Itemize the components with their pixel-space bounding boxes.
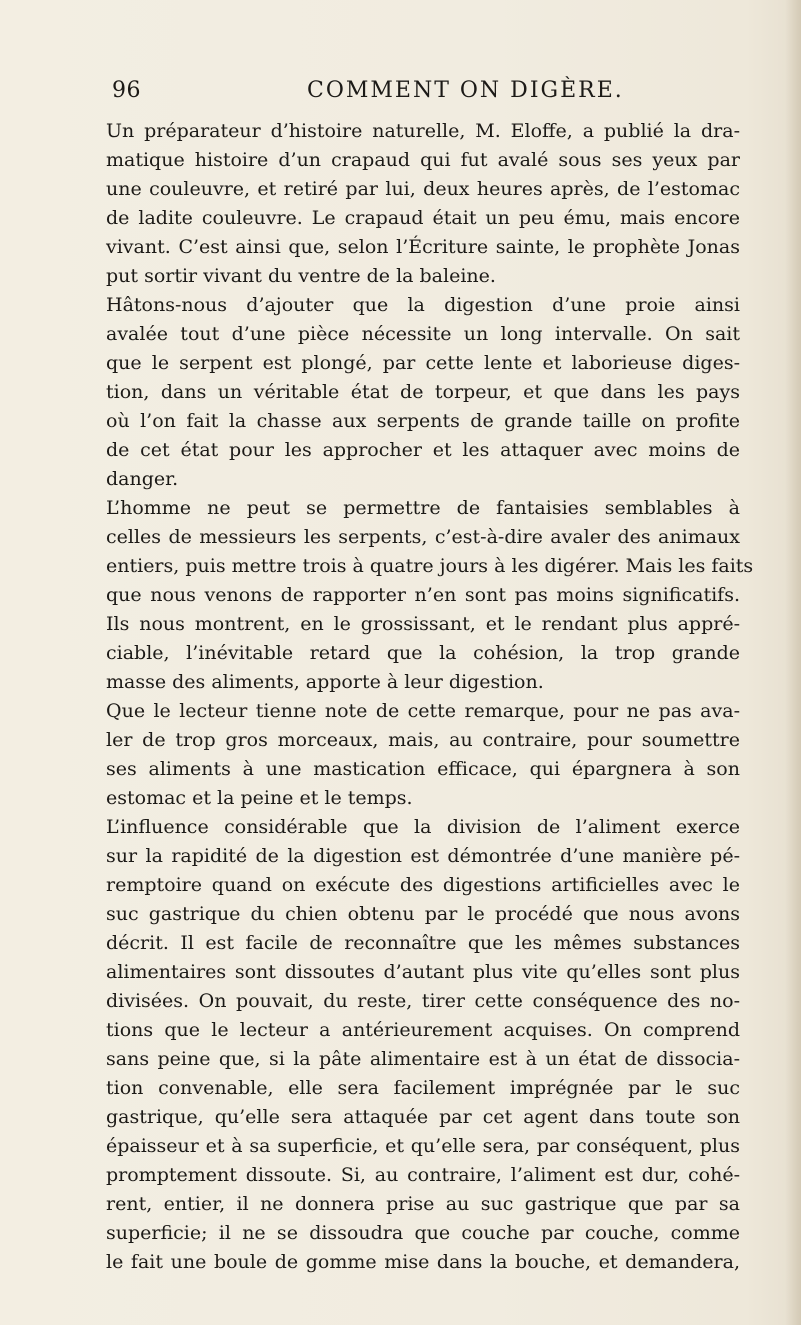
text-line: matique histoire d’un crapaud qui fut avalé sous ses yeux par (106, 149, 740, 171)
text-line: décrit. Il est facile de reconnaître que les mêmes substances (106, 932, 740, 954)
text-line: Un préparateur d’histoire naturelle, M. Eloffe, a publié la dra- (106, 120, 740, 142)
text-line: le fait une boule de gomme mise dans la bouche, et demandera, (106, 1251, 740, 1273)
page-edge-shadow (785, 0, 801, 1325)
text-line: épaisseur et à sa superficie, et qu’elle sera, par conséquent, plus (106, 1135, 740, 1157)
text-line: avalée tout d’une pièce nécessite un long intervalle. On sait (106, 323, 740, 345)
running-header (112, 78, 732, 108)
text-line: entiers, puis mettre trois à quatre jours à les digérer. Mais les faits (106, 555, 754, 577)
text-line: rent, entier, il ne donnera prise au suc gastrique que par sa (106, 1193, 740, 1215)
text-line: alimentaires sont dissoutes d’autant plus vite qu’elles sont plus (106, 961, 740, 983)
text-line: celles de messieurs les serpents, c’est-à-dire avaler des animaux (106, 526, 740, 548)
text-line: L’influence considérable que la division de l’aliment exerce (106, 816, 740, 838)
text-line: tion convenable, elle sera facilement imprégnée par le suc (106, 1077, 740, 1099)
text-line: de ladite couleuvre. Le crapaud était un peu ému, mais encore (106, 207, 740, 229)
text-line: où l’on fait la chasse aux serpents de grande taille on profite (106, 410, 740, 432)
page-number: 96 (112, 78, 141, 103)
text-line: Ils nous montrent, en le grossissant, et le rendant plus appré- (106, 613, 740, 635)
text-line: promptement dissoute. Si, au contraire, l’aliment est dur, cohé- (106, 1164, 740, 1186)
text-line: gastrique, qu’elle sera attaquée par cet agent dans toute son (106, 1106, 740, 1128)
text-line: de cet état pour les approcher et les attaquer avec moins de (106, 439, 740, 461)
text-line: ses aliments à une mastication efficace, qui épargnera à son (106, 758, 740, 780)
text-line: tion, dans un véritable état de torpeur, et que dans les pays (106, 381, 740, 403)
text-line: remptoire quand on exécute des digestions artificielles avec le (106, 874, 740, 896)
text-line: danger. (106, 468, 179, 490)
text-line: divisées. On pouvait, du reste, tirer cette conséquence des no- (106, 990, 740, 1012)
text-line: tions que le lecteur a antérieurement acquises. On comprend (106, 1019, 740, 1041)
text-line: vivant. C’est ainsi que, selon l’Écriture sainte, le prophète Jonas (106, 236, 740, 258)
text-line: que nous venons de rapporter n’en sont pas moins significatifs. (106, 584, 740, 606)
text-line: ler de trop gros morceaux, mais, au contraire, pour soumettre (106, 729, 740, 751)
text-line: L’homme ne peut se permettre de fantaisies semblables à (106, 497, 740, 519)
text-line: suc gastrique du chien obtenu par le procédé que nous avons (106, 903, 740, 925)
text-line: estomac et la peine et le temps. (106, 787, 413, 809)
text-line: Hâtons-nous d’ajouter que la digestion d’une proie ainsi (106, 294, 740, 316)
text-line: superficie; il ne se dissoudra que couche par couche, comme (106, 1222, 740, 1244)
text-line: une couleuvre, et retiré par lui, deux heures après, de l’estomac (106, 178, 740, 200)
text-line: Que le lecteur tienne note de cette remarque, pour ne pas ava- (106, 700, 740, 722)
text-line: ciable, l’inévitable retard que la cohésion, la trop grande (106, 642, 740, 664)
text-line: que le serpent est plongé, par cette lente et laborieuse diges- (106, 352, 740, 374)
running-title: COMMENT ON DIGÈRE. (307, 78, 624, 103)
text-line: masse des aliments, apporte à leur digestion. (106, 671, 544, 693)
text-line: put sortir vivant du ventre de la baleine. (106, 265, 496, 287)
body-text (106, 117, 754, 1277)
text-line: sans peine que, si la pâte alimentaire est à un état de dissocia- (106, 1048, 740, 1070)
text-line: sur la rapidité de la digestion est démontrée d’une manière pé- (106, 845, 740, 867)
